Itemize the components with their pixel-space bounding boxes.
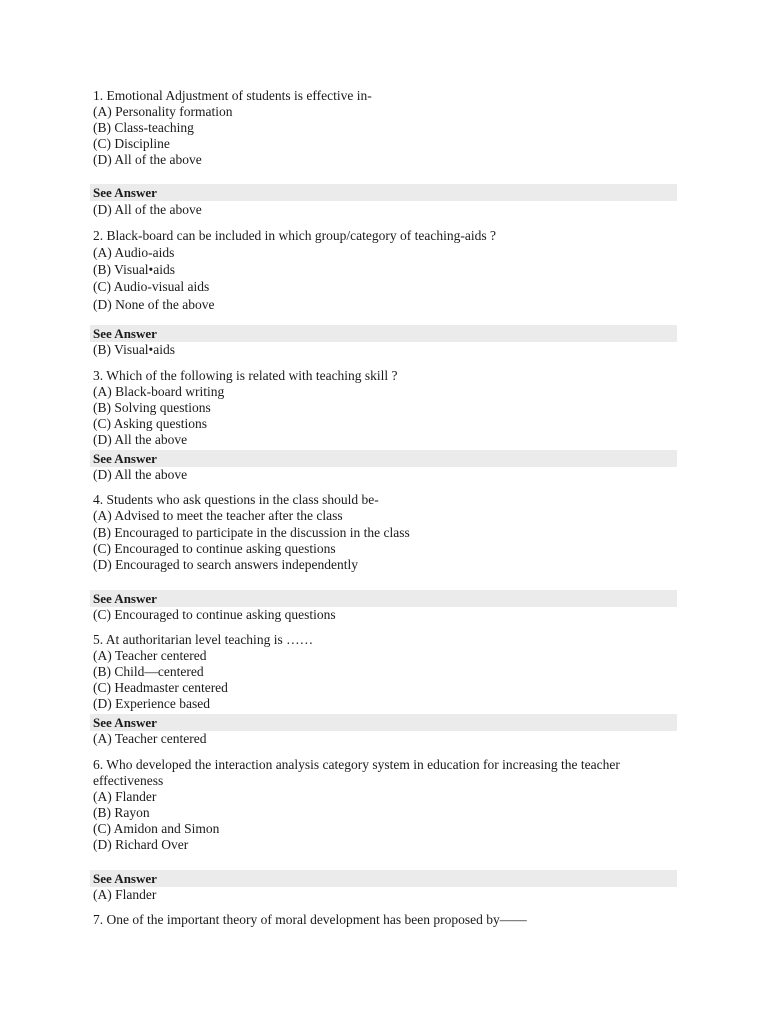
question-4-answer: (C) Encouraged to continue asking questions — [93, 607, 336, 622]
question-3-option-b: (B) Solving questions — [93, 400, 211, 415]
question-3-option-a: (A) Black-board writing — [93, 384, 225, 399]
question-5-option-d: (D) Experience based — [93, 696, 210, 711]
question-6-option-c: (C) Amidon and Simon — [93, 821, 220, 836]
question-4-option-c: (C) Encouraged to continue asking questions — [93, 541, 336, 556]
question-5-answer: (A) Teacher centered — [93, 731, 207, 746]
question-1-answer: (D) All of the above — [93, 202, 202, 217]
see-answer-label: See Answer — [93, 326, 157, 341]
question-1-option-d: (D) All of the above — [93, 152, 202, 167]
see-answer-bar-2[interactable] — [90, 325, 677, 342]
see-answer-label: See Answer — [93, 591, 157, 606]
question-1-text: 1. Emotional Adjustment of students is effective in- — [93, 88, 372, 103]
question-3-option-d: (D) All the above — [93, 432, 188, 447]
question-5-option-c: (C) Headmaster centered — [93, 680, 228, 695]
question-2-text: 2. Black-board can be included in which group/category of teaching-aids ? — [93, 228, 496, 243]
question-6-text-cont: effectiveness — [93, 773, 164, 788]
question-6-text: 6. Who developed the interaction analysis category system in education for increasing the teacher — [93, 757, 620, 772]
see-answer-bar-5[interactable] — [90, 714, 677, 731]
question-4-option-d: (D) Encouraged to search answers independently — [93, 557, 359, 572]
question-2-option-a: (A) Audio-aids — [93, 245, 175, 260]
question-6-option-d: (D) Richard Over — [93, 837, 189, 852]
see-answer-label: See Answer — [93, 871, 157, 886]
question-6-option-a: (A) Flander — [93, 789, 157, 804]
see-answer-bar-4[interactable] — [90, 590, 677, 607]
question-6-option-b: (B) Rayon — [93, 805, 150, 820]
question-2-option-b: (B) Visual•aids — [93, 262, 176, 277]
question-7-text: 7. One of the important theory of moral development has been proposed by—— — [93, 912, 527, 927]
question-2-option-d: (D) None of the above — [93, 297, 215, 312]
see-answer-bar-3[interactable] — [90, 450, 677, 467]
question-1-option-c: (C) Discipline — [93, 136, 170, 151]
question-5-text: 5. At authoritarian level teaching is …… — [93, 632, 314, 647]
see-answer-bar-6[interactable] — [90, 870, 677, 887]
question-6-answer: (A) Flander — [93, 887, 157, 902]
question-4-option-b: (B) Encouraged to participate in the discussion in the class — [93, 525, 410, 540]
question-3-answer: (D) All the above — [93, 467, 188, 482]
see-answer-label: See Answer — [93, 185, 157, 200]
question-3-text: 3. Which of the following is related with teaching skill ? — [93, 368, 398, 383]
see-answer-label: See Answer — [93, 715, 157, 730]
question-5-option-b: (B) Child—centered — [93, 664, 204, 679]
question-1-option-a: (A) Personality formation — [93, 104, 233, 119]
question-3-option-c: (C) Asking questions — [93, 416, 208, 431]
question-4-text: 4. Students who ask questions in the class should be- — [93, 492, 379, 507]
question-2-answer: (B) Visual•aids — [93, 342, 176, 357]
question-2-option-c: (C) Audio-visual aids — [93, 279, 210, 294]
question-1-option-b: (B) Class-teaching — [93, 120, 194, 135]
see-answer-label: See Answer — [93, 451, 157, 466]
see-answer-bar-1[interactable] — [90, 184, 677, 201]
question-4-option-a: (A) Advised to meet the teacher after the class — [93, 508, 343, 523]
question-5-option-a: (A) Teacher centered — [93, 648, 207, 663]
